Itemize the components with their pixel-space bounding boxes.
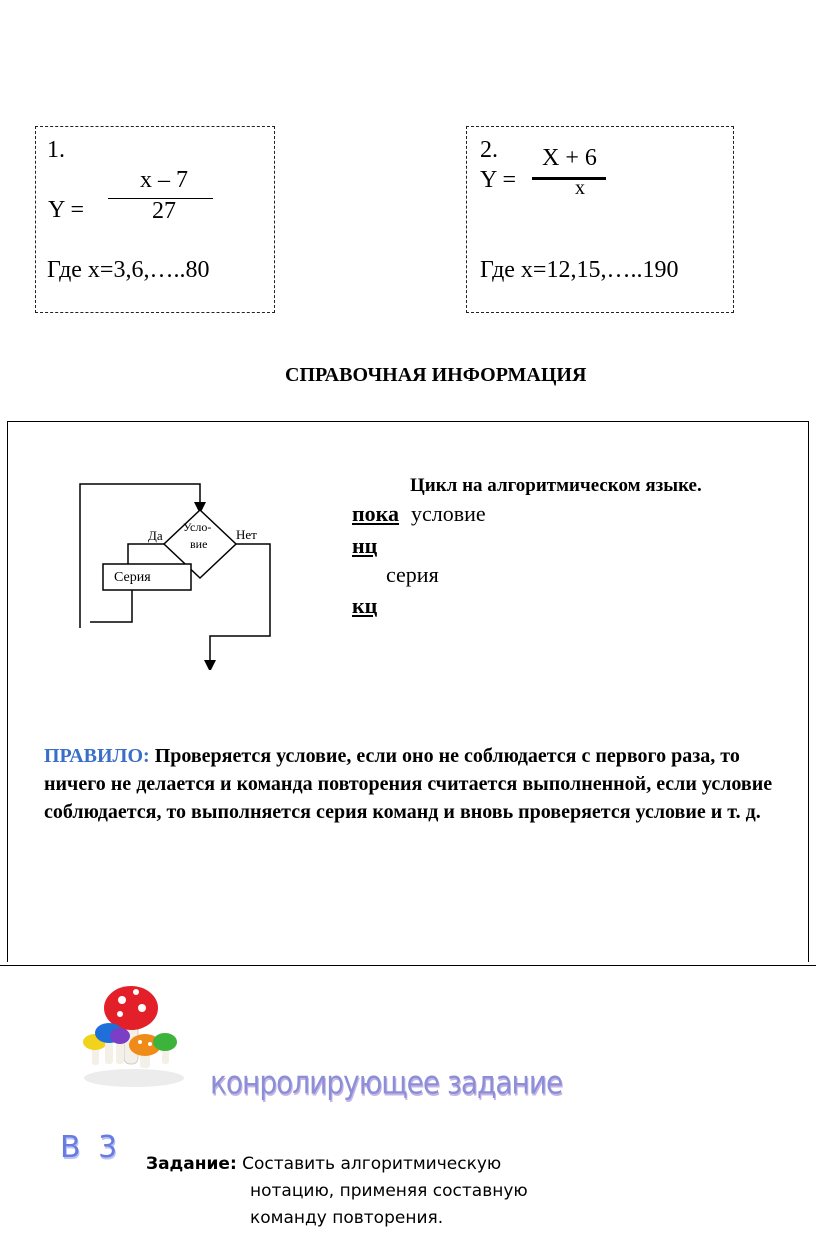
task-text-1: Составить алгоритмическую [236, 1154, 502, 1174]
task2-box [466, 126, 734, 313]
algorithm-title: Цикл на алгоритмическом языке. [410, 475, 702, 496]
yes-branch-line [128, 544, 164, 564]
variant-label: В 3 [60, 1130, 122, 1165]
algorithm-while-line [352, 501, 486, 527]
condition-label-line2: вие [190, 537, 208, 551]
task1-range: Где x=3,6,…..80 [47, 257, 210, 283]
series-return-line [90, 590, 132, 622]
control-task-wordart: конролирующее задание [210, 1063, 563, 1102]
task1-denominator: 27 [152, 198, 176, 224]
yes-label: Да [148, 528, 163, 543]
task2-denominator: x [575, 177, 585, 199]
no-label: Нет [236, 527, 257, 542]
task2-fraction-bar [532, 177, 606, 180]
algorithm-series: серия [386, 562, 439, 587]
task-line3: команду повторения. [250, 1208, 444, 1228]
task2-number: 2. [480, 137, 498, 163]
mushrooms-illustration [72, 978, 192, 1093]
task-line1 [146, 1151, 501, 1178]
task1-numerator: x – 7 [140, 167, 188, 193]
task2-lhs: Y = [480, 167, 516, 193]
rule-label: ПРАВИЛО: [44, 745, 150, 767]
keyword-kc: кц [352, 593, 378, 618]
series-label: Серия [114, 570, 151, 585]
no-branch-line [210, 544, 270, 666]
keyword-nc: нц [352, 533, 378, 558]
task-label: Задание: [146, 1154, 237, 1174]
keyword-poka: пока [352, 501, 400, 526]
bottom-rule-line [0, 965, 816, 966]
condition-label-line1: Усло- [183, 520, 212, 534]
task1-lhs: Y = [48, 197, 84, 223]
task2-numerator: X + 6 [542, 145, 597, 171]
rule-text: Проверяется условие, если оно не соблюдается с первого раза, то ничего не делается и команда повторения считается выполненной, если условие соблюдается, то выполняется серия команд и вновь проверяется условие и т. д. [44, 745, 773, 823]
rule-paragraph [44, 742, 804, 826]
loop-flowchart [70, 470, 290, 670]
reference-title: СПРАВОЧНАЯ ИНФОРМАЦИЯ [285, 364, 587, 386]
task-line2: нотацию, применяя составную [250, 1181, 528, 1201]
task2-range: Где x=12,15,…..190 [480, 257, 679, 283]
algorithm-condition: условие [411, 501, 486, 526]
task1-number: 1. [47, 137, 65, 163]
